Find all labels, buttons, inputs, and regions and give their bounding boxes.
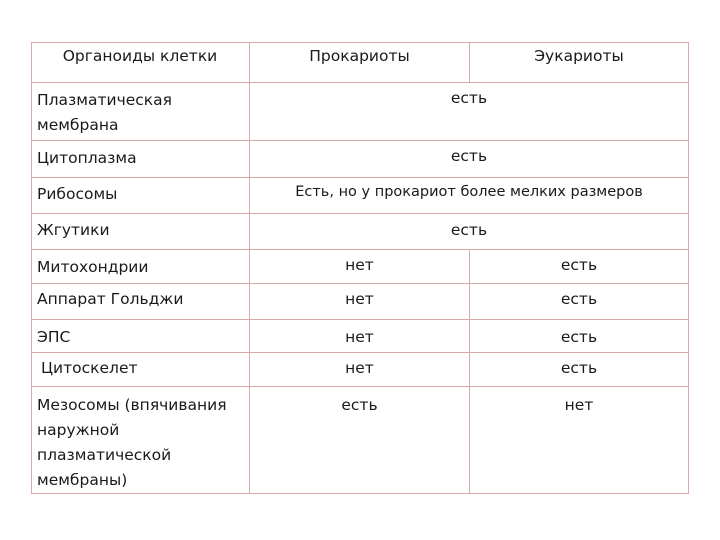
table-rule [31, 249, 689, 250]
row-value-merged: есть [450, 147, 488, 165]
row-name: Цитоскелет [41, 359, 138, 377]
table-rule [31, 140, 689, 141]
row-name: ЭПС [37, 328, 71, 346]
header-eukaryotes: Эукариоты [534, 47, 624, 65]
row-value-eukaryotes: есть [560, 359, 598, 377]
row-value-prokaryotes: нет [345, 256, 374, 274]
row-value-merged: Есть, но у прокариот более мелких размеров [295, 184, 643, 200]
row-name: Мезосомы (впячивания наружной плазматической мембраны) [37, 396, 227, 489]
row-name: Митохондрии [37, 258, 149, 276]
header-prokaryotes: Прокариоты [309, 47, 410, 65]
organoids-table [31, 42, 689, 494]
table-rule [31, 319, 689, 320]
row-value-prokaryotes: есть [341, 396, 378, 414]
row-name: Цитоплазма [37, 149, 137, 167]
row-value-eukaryotes: есть [560, 328, 598, 346]
table-rule [31, 213, 689, 214]
row-value-eukaryotes: есть [560, 290, 598, 308]
table-border-top [31, 42, 689, 43]
table-border-bottom [31, 493, 689, 494]
table-rule [31, 386, 689, 387]
row-value-merged: есть [450, 221, 488, 239]
row-value-eukaryotes: есть [560, 256, 598, 274]
table-rule [31, 283, 689, 284]
row-value-prokaryotes: нет [345, 328, 374, 346]
row-value-merged: есть [450, 89, 488, 107]
table-border-right [688, 42, 689, 494]
row-name: Аппарат Гольджи [37, 290, 184, 308]
row-value-prokaryotes: нет [345, 290, 374, 308]
header-organoids: Органоиды клетки [62, 47, 218, 65]
row-value-prokaryotes: нет [345, 359, 374, 377]
row-name: Плазматическая мембрана [37, 91, 172, 134]
row-name: Жгутики [37, 221, 110, 239]
table-rule [31, 82, 689, 83]
row-name: Рибосомы [37, 185, 118, 203]
table-rule [31, 177, 689, 178]
row-value-eukaryotes: нет [564, 396, 594, 414]
table-rule [31, 352, 689, 353]
